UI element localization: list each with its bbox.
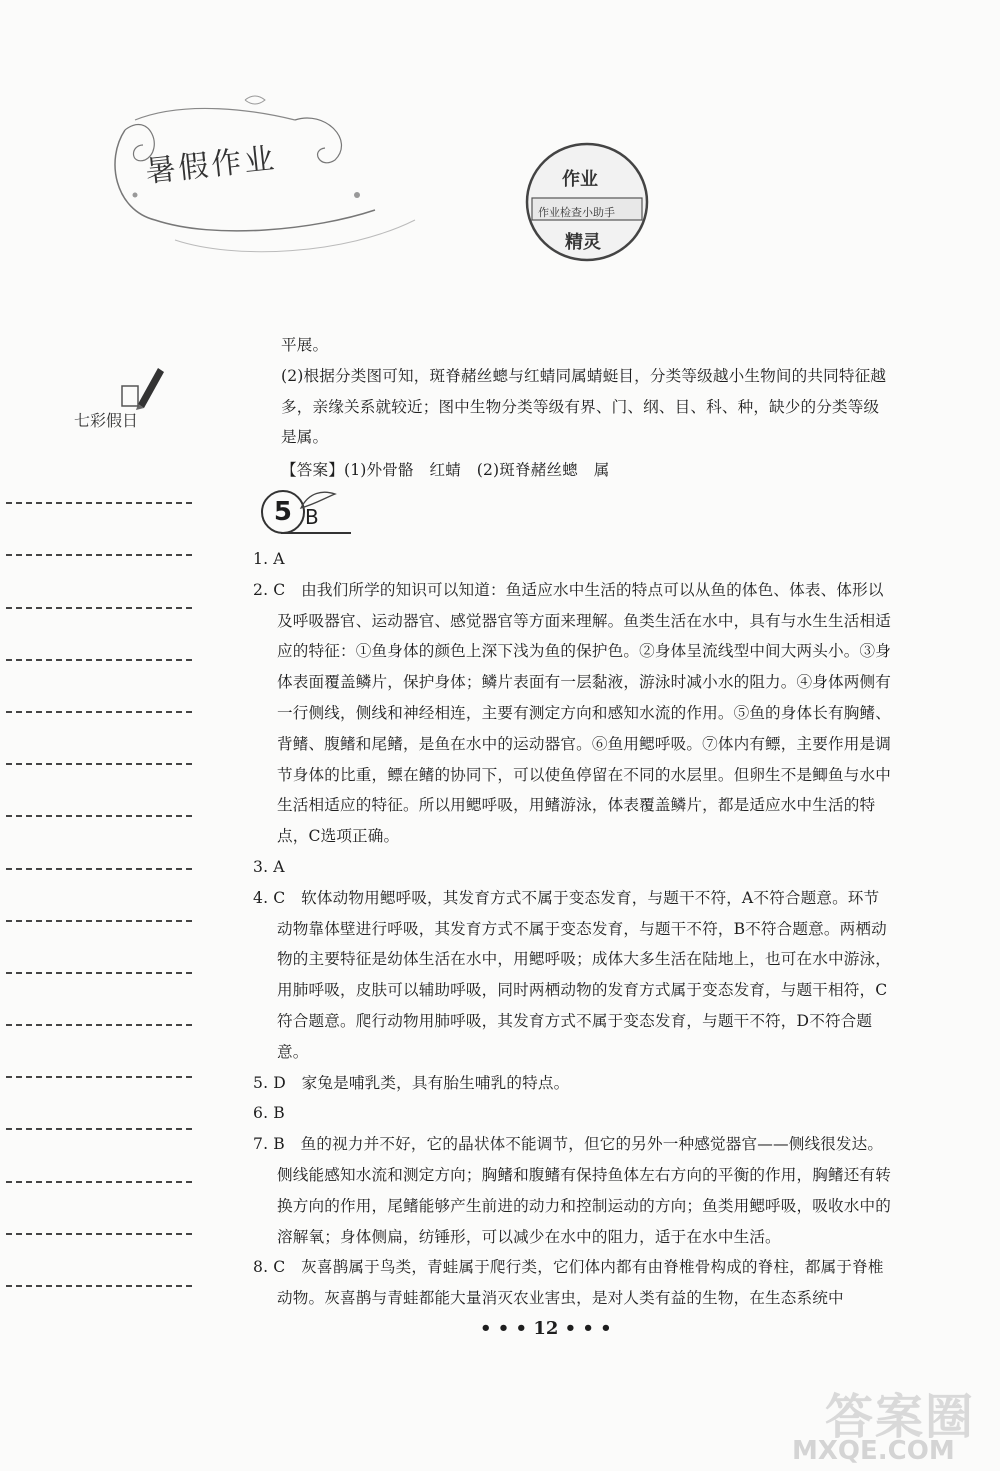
section-number: 5 (261, 490, 305, 534)
answer-item: 3. A (253, 857, 285, 876)
brand-label: 七彩假日 (74, 411, 139, 430)
answer-item: 7. B 鱼的视力并不好，它的晶状体不能调节，但它的另外一种感觉器官——侧线很发达。侧线能感知水流和测定方向；胸鳍和腹鳍有保持鱼体左右方向的平衡的作用，胸鳍还有转换方向的作用，尾鳍能够产生前进的动力和控制运动的方向；鱼类用鳃呼吸，吸收水中的溶解氧；身体侧扁，纺锤形，可以减少在水中的阻力，适于在水中生活。 (253, 1135, 892, 1246)
leaf-icon (299, 488, 339, 512)
stamp-middle-text: 作业检查小助手 (538, 206, 615, 219)
answer-item: 5. D 家兔是哺乳类，具有胎生哺乳的特点。 (253, 1073, 570, 1092)
answer-item: 6. B (253, 1104, 285, 1123)
pen-icon (120, 360, 170, 410)
paragraph: 平展。 (281, 336, 329, 354)
watermark-logo: 答案圈 (825, 1389, 976, 1445)
answer-item: 4. C 软体动物用鳃呼吸，其发育方式不属于变态发育，与题干不符，A不符合题意。环节动物靠体壁进行呼吸，其发育方式不属于变态发育，与题干不符，B不符合题意。两栖动物的主要特征是幼体生活在水中，用鳃呼吸；成体大多生活在陆地上，也可在水中游泳，用肺呼吸，皮肤可以辅助呼吸，同时两栖动物的发育方式属于变态发育，与题干相符，C符合题意。爬行动物用肺呼吸，其发育方式不属于变态发育，与题干不符，D不符合题意。 (253, 888, 892, 1061)
page-number: • • • 12 • • • (480, 1318, 612, 1339)
paragraph: (2)根据分类图可知，斑脊赭丝蟌与红蜻同属蜻蜓目，分类等级越小生物间的共同特征越多，亲缘关系就较近；图中生物分类等级有界、门、纲、目、科、种，缺少的分类等级是属。 (281, 366, 887, 447)
answer-item: 2. C 由我们所学的知识可以知道：鱼适应水中生活的特点可以从鱼的体色、体表、体形以及呼吸器官、运动器官、感觉器官等方面来理解。鱼类生活在水中，具有与水生生活相适应的特征：①鱼身体的颜色上深下浅为鱼的保护色。②身体呈流线型中间大两头小。③身体表面覆盖鳞片，保护身体；鳞片表面有一层黏液，游泳时减小水的阻力。④身体两侧有一行侧线，侧线和神经相连，主要有测定方向和感知水流的作用。⑤鱼的身体长有胸鳍、背鳍、腹鳍和尾鳍，是鱼在水中的运动器官。⑥鱼用鳃呼吸。⑦体内有鳔，主要作用是调节身体的比重，鳔在鳍的协同下，可以使鱼停留在不同的水层里。但卵生不是鲫鱼与水中生活相适应的特征。所以用鳃呼吸，用鳍游泳，体表覆盖鳞片，都是适应水中生活的特点，C选项正确。 (253, 580, 892, 846)
answer-item: 1. A (253, 549, 285, 568)
stamp-bottom-text: 精灵 (565, 232, 601, 253)
section-badge (261, 488, 893, 540)
answer-item: 8. C 灰喜鹊属于鸟类，青蛙属于爬行类，它们体内都有由脊椎骨构成的脊柱，都属于脊椎动物。灰喜鹊与青蛙都能大量消灭农业害虫，是对人类有益的生物，在生态系统中 (253, 1258, 884, 1308)
answer-line: 【答案】(1)外骨骼 红蜻 (2)斑脊赭丝蟌 属 (281, 461, 610, 480)
section-letter: B (305, 504, 319, 529)
banner-title: 暑假作业 (143, 141, 279, 190)
note-lines (6, 452, 192, 1287)
watermark-url: MXQE.COM (792, 1436, 955, 1466)
stamp-top-text: 作业 (562, 169, 598, 190)
banner-ornament (95, 90, 425, 270)
answer-content (253, 330, 893, 1314)
